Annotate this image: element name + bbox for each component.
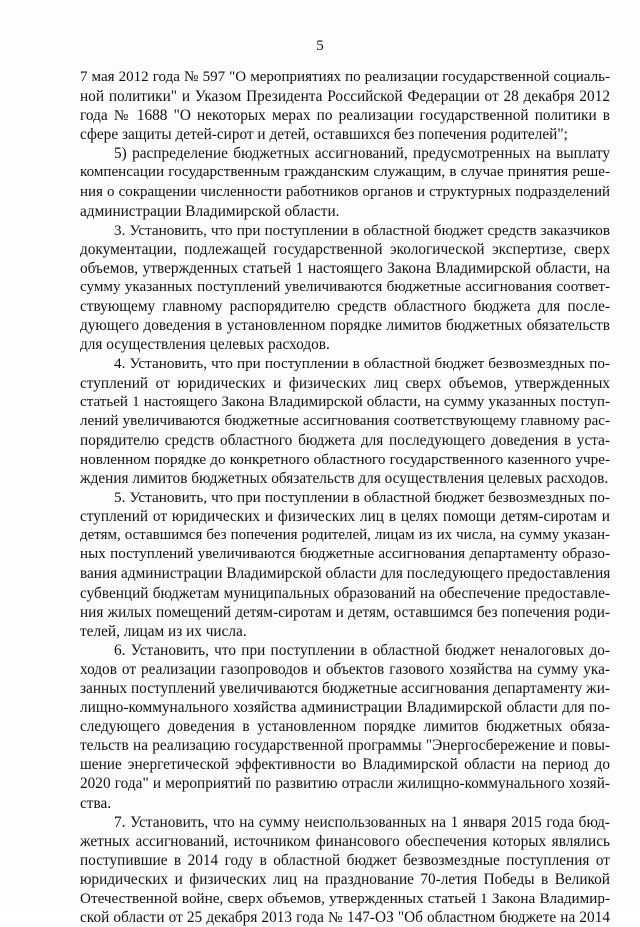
text-line: ждения лимитов бюджетных обязательств для осуществления целевых расходов. (80, 469, 609, 487)
text-line: 7 мая 2012 года № 597 "О мероприятиях по реализации государственной социаль- (80, 69, 610, 85)
text-line: ходов от реализации газопроводов и объектов газового хозяйства на сумму ука- (80, 660, 610, 678)
text-line: ния о сокращении численности работников органов и структурных подразделений (80, 183, 610, 200)
text-line: вания администрации Владимирской области для последующего предоставления (80, 565, 611, 583)
text-line: 7. Установить, что на сумму неиспользованных на 1 января 2015 года бюд- (114, 813, 610, 831)
text-line: 2020 года" и мероприятий по развитию отрасли жилищно-коммунального хозяй- (80, 775, 610, 793)
text-line: ства. (80, 794, 112, 812)
text-line: поступившие в 2014 году в областной бюджет безвозмездные поступления от (80, 851, 610, 869)
text-line: ступлений от юридических и физических лиц в целях помощи детям-сиротам и (80, 508, 610, 526)
text-line: субвенций бюджетам муниципальных образований на обеспечение предоставле- (80, 584, 610, 602)
text-line: 5) распределение бюджетных ассигнований, предусмотренных на выплату (114, 145, 610, 163)
text-line: 4. Установить, что при поступлении в областной бюджет безвозмездных по- (114, 355, 610, 373)
text-line: администрации Владимирской области. (80, 202, 340, 220)
text-line: сумму указанных поступлений увеличиваются бюджетные ассигнования соответ- (80, 279, 610, 296)
text-line: 6. Установить, что при поступлении в областной бюджет неналоговых до- (114, 641, 610, 659)
text-line: телей, лицам из их числа. (80, 622, 247, 640)
text-line: лищно-коммунального хозяйства администрации Владимирской области для по- (80, 699, 610, 717)
text-line: дующего доведения в установленном порядке лимитов бюджетных обязательств (80, 317, 610, 335)
text-line: тельств на реализацию государственной программы "Энергосбережение и повы- (80, 737, 610, 755)
text-line: года № 1688 "О некоторых мерах по реализации государственной политики в (80, 107, 610, 125)
document-body (80, 68, 610, 927)
text-line: ступлений от юридических и физических лиц сверх объемов, утвержденных (80, 374, 610, 392)
text-line: объемов, утвержденных статьей 1 настоящего Закона Владимирской области, на (80, 259, 610, 277)
page-number: 5 (316, 38, 324, 54)
text-line: ных поступлений увеличиваются бюджетные ассигнования департаменту образо- (80, 546, 610, 563)
text-line: сфере защиты детей-сирот и детей, оставшихся без попечения родителей"; (80, 126, 568, 144)
text-line: следующего доведения в установленном порядке лимитов бюджетных обяза- (80, 718, 610, 736)
text-line: ствующему главному распорядителю средств областного бюджета для после- (80, 298, 610, 316)
text-line: занных поступлений увеличиваются бюджетные ассигнования департаменту жи- (80, 680, 610, 697)
text-line: ной политики" и Указом Президента Российской Федерации от 28 декабря 2012 (80, 88, 610, 106)
text-line: ния жилых помещений детям-сиротам и детям, оставшимся без попечения роди- (80, 603, 610, 621)
text-line: статьей 1 настоящего Закона Владимирской области, на сумму указанных поступ- (80, 393, 610, 410)
text-line: для осуществления целевых расходов. (80, 336, 330, 354)
text-line: документации, подлежащей государственной экологической экспертизе, сверх (80, 240, 610, 258)
text-line: порядителю средств областного бюджета для последующего доведения в уста- (80, 431, 610, 449)
text-line: ской области от 25 декабря 2013 года № 147-ОЗ "Об областном бюджете на 2014 (80, 909, 610, 927)
text-line: детям, оставшимся без попечения родителей, лицам из их числа, на сумму указан- (80, 527, 610, 544)
text-line: новленном порядке до конкретного областного государственного казенного учре- (80, 450, 610, 468)
text-line: юридических и физических лиц на празднование 70-летия Победы в Великой (80, 870, 610, 888)
text-line: 3. Установить, что при поступлении в областной бюджет средств заказчиков (114, 221, 610, 239)
text-line: лений увеличиваются бюджетные ассигнования соответствующему главному рас- (80, 412, 610, 429)
text-line: 5. Установить, что при поступлении в областной бюджет безвозмездных по- (114, 489, 610, 507)
text-line: шение энергетической эффективности во Владимирской области на период до (80, 756, 610, 774)
text-line: жетных ассигнований, источником финансового обеспечения которых являлись (80, 832, 610, 850)
text-line: компенсации государственным гражданским служащим, в случае принятия реше- (80, 164, 610, 181)
text-line: Отечественной войне, сверх объемов, утвержденных статьей 1 Закона Владимир- (80, 890, 610, 908)
